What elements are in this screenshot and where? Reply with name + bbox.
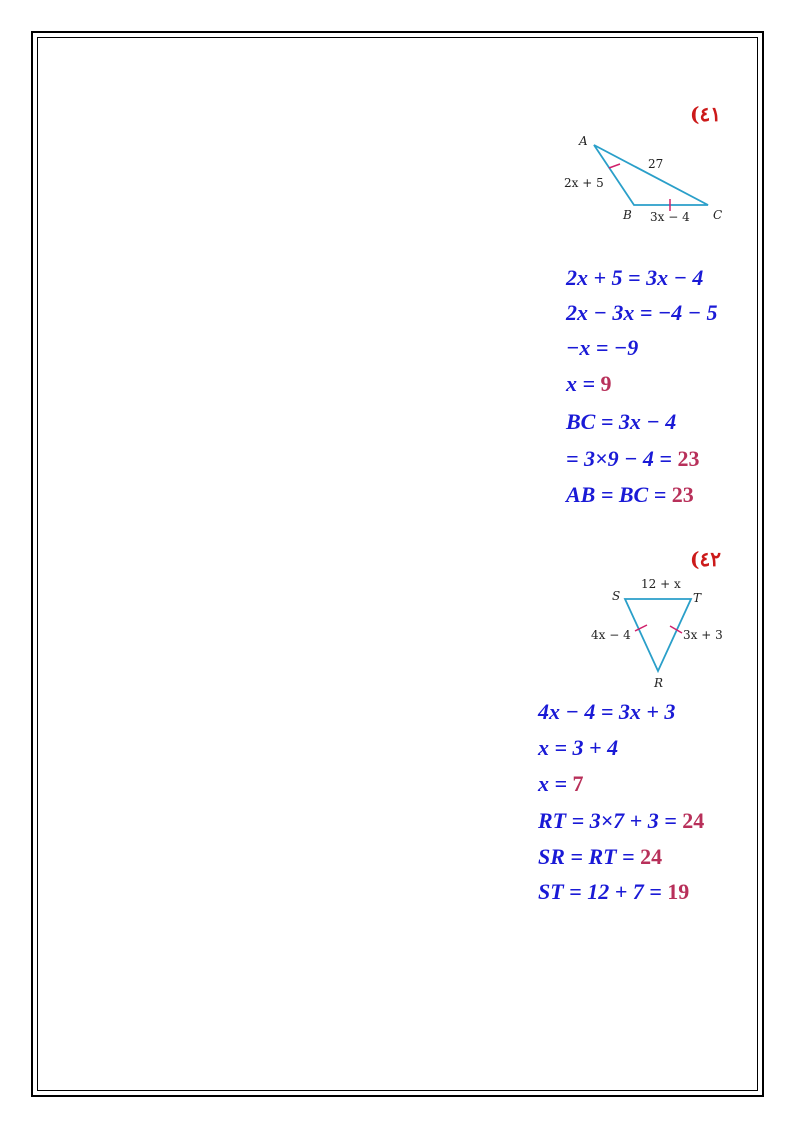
vertex-label-b: B: [623, 208, 632, 222]
triangle-abc-figure: [558, 128, 733, 233]
vertex-label-t: T: [693, 591, 702, 605]
vertex-label-s: S: [612, 589, 621, 603]
solution-step: −x = −9: [566, 335, 639, 360]
vertex-label-a: A: [579, 134, 588, 148]
solution-step: 2x − 3x = −4 − 5: [566, 300, 718, 325]
side-label-st: 12 + x: [641, 577, 681, 591]
solution-step: BC = 3x − 4: [566, 409, 677, 434]
vertex-label-r: R: [654, 676, 664, 690]
solution-step: 2x + 5 = 3x − 4: [566, 265, 704, 290]
solution-step: RT = 3×7 + 3 = 24: [538, 808, 705, 833]
side-label-ab: 2x + 5: [564, 176, 604, 190]
solution-step: SR = RT = 24: [538, 844, 663, 869]
solution-step: 4x − 4 = 3x + 3: [538, 699, 676, 724]
side-label-tr: 3x + 3: [683, 628, 723, 642]
problem-number-42: (٤٢: [690, 547, 721, 571]
solution-step: AB = BC = 23: [566, 482, 694, 507]
solution-step: x = 9: [566, 371, 612, 396]
side-label-bc: 3x − 4: [650, 210, 690, 224]
triangle-str: [625, 599, 691, 671]
solution-step: x = 7: [538, 771, 584, 796]
tick-mark-ab: [609, 164, 620, 168]
vertex-label-c: C: [713, 208, 723, 222]
solution-step: = 3×9 − 4 = 23: [566, 446, 700, 471]
side-label-ac: 27: [648, 157, 664, 171]
solution-step: x = 3 + 4: [538, 735, 619, 760]
solution-step: ST = 12 + 7 = 19: [538, 879, 690, 904]
side-label-sr: 4x − 4: [591, 628, 631, 642]
triangle-abc: [594, 145, 708, 205]
triangle-str-figure: [585, 576, 730, 699]
problem-number-41: (٤١: [690, 102, 721, 126]
